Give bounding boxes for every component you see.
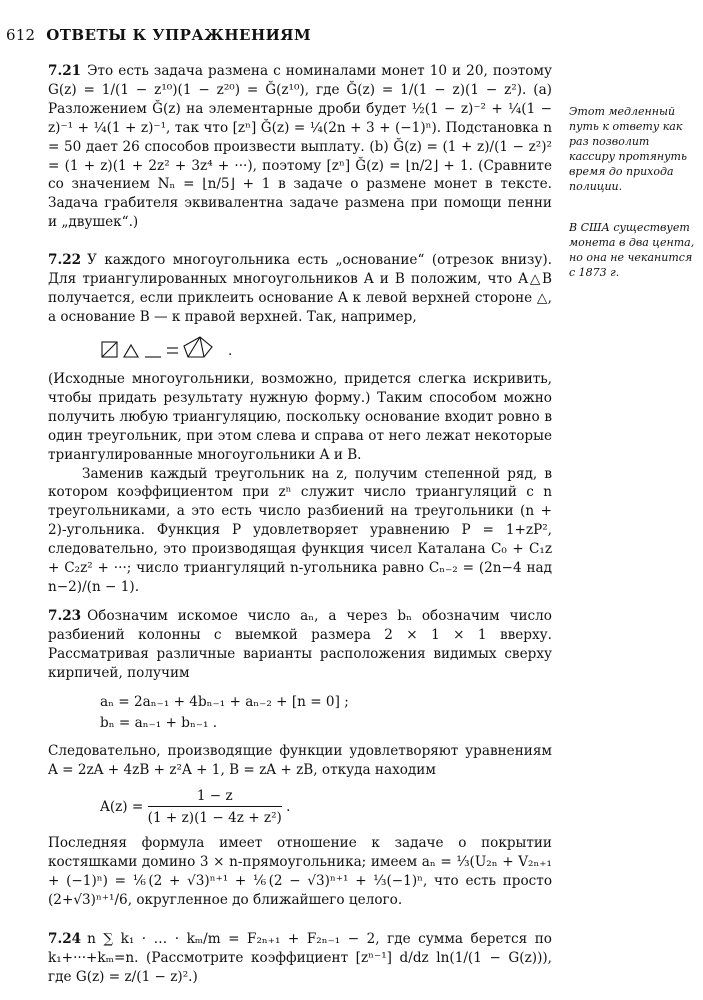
- exercise-7-23: [48, 607, 552, 683]
- triangle-polygon: [124, 345, 138, 357]
- triangulation-diagram: [100, 333, 250, 371]
- recurrence-a: aₙ = 2aₙ₋₁ + 4bₙ₋₁ + aₙ₋₂ + [n = 0] ;: [100, 694, 349, 710]
- exercise-7-23-tail: [48, 834, 552, 910]
- generating-function: [100, 788, 291, 826]
- exercise-text: Обозначим искомое число aₙ, а через bₙ обозначим число разбиений колонны с выемкой размера 2 × 1 × 1 вверху. Рассматривая различные варианты расположения видимых сверху кирпичей, получим: [48, 608, 552, 681]
- paragraph: Следовательно, производящие функции удовлетворяют уравнениям A = 2zA + 4zB + z²A + 1, B = zA + zB, откуда находим: [48, 743, 552, 778]
- fraction-denominator: (1 + z)(1 − 4z + z²): [147, 810, 282, 826]
- exercise-7-22: [48, 251, 552, 327]
- page-number: 612: [6, 26, 36, 44]
- exercise-text: n ∑ k₁ · … · kₘ/m = F₂ₙ₊₁ + F₂ₙ₋₁ − 2, где сумма берется по k₁+···+kₘ=n. (Рассмотрите коэффициент [zⁿ⁻¹] d/dz ln(1/(1 − G(z))), где G(z) = z/(1 − z)².): [48, 931, 552, 985]
- frac-lhs: A(z) =: [100, 799, 144, 815]
- exercise-text: Это есть задача размена с номиналами монет 10 и 20, поэтому G(z) = 1/(1 − z¹⁰)(1 − z²⁰) = Ğ(z¹⁰), где Ğ(z) = 1/(1 − z)(1 − z²). (a) Разложением Ğ(z) на элементарные дроби будет ½(1 − z)⁻² + ¼(1 − z)⁻¹ + ¼(1 + z)⁻¹, так что [zⁿ] Ğ(z) = ¼(2n + 3 + (−1)ⁿ). Подстановка n = 50 дает 26 способов произвести выплату. (b) Ğ(z) = (1 + z)/(1 − z²)² = (1 + z)(1 + 2z² + 3z⁴ + ···), поэтому [zⁿ] Ğ(z) = ⌊n/2⌋ + 1. (Сравните со значением Nₙ = ⌊n/5⌋ + 1 в задаче о размене монет в тексте. Задача грабителя эквивалентна задаче размена при помощи пенни и „двушек“.): [48, 63, 552, 231]
- frac-tail: .: [286, 799, 291, 815]
- exercise-7-24: [48, 930, 552, 987]
- recurrence-b: bₙ = aₙ₋₁ + bₙ₋₁ .: [100, 715, 218, 731]
- paragraph: (Исходные многоугольники, возможно, придется слегка искривить, чтобы придать результату нужную форму.) Таким способом можно получить любую триангуляцию, поскольку основание входит ровно в один треугольник, при этом слева и справа от него лежат некоторые триангулированные многоугольники A и B.: [48, 371, 552, 463]
- square-diagonal: [102, 342, 117, 357]
- fraction-numerator: 1 − z: [148, 788, 282, 807]
- exercise-number: 7.21: [48, 63, 82, 79]
- exercise-number: 7.23: [48, 608, 82, 624]
- fraction: [148, 788, 282, 826]
- exercise-7-23-cont: [48, 742, 552, 780]
- sidenote-text: В США существует монета в два цента, но она не чеканится с 1873 г.: [569, 221, 695, 279]
- page-title: ОТВЕТЫ К УПРАЖНЕНИЯМ: [46, 26, 312, 44]
- paragraph: Заменив каждый треугольник на z, получим степенной ряд, в котором коэффициентом при zⁿ служит число триангуляций с n треугольниками, а это есть число разбиений на треугольники (n + 2)-угольника. Функция P удовлетворяет уравнению P = 1+zP², следовательно, это производящая функция чисел Каталана C₀ + C₁z + C₂z² + ···; число триангуляций n-угольника равно Cₙ₋₂ = (2n−4 над n−2)/(n − 1).: [48, 465, 552, 595]
- paragraph: Последняя формула имеет отношение к задаче о покрытии костяшками домино 3 × n-прямоугольника; имеем aₙ = ⅓(U₂ₙ + V₂ₙ₊₁ + (−1)ⁿ) = ⅙(2 + √3)ⁿ⁺¹ + ⅙(2 − √3)ⁿ⁺¹ + ⅓(−1)ⁿ, что есть просто (2+√3)ⁿ⁺¹/6, округленное до ближайшего целого.: [48, 835, 552, 908]
- sidenote-two-cent: [569, 220, 697, 280]
- sidenote-cashier: [569, 104, 697, 194]
- running-header: [6, 26, 311, 44]
- exercise-7-21: [48, 62, 552, 232]
- exercise-number: 7.22: [48, 252, 82, 268]
- diagram-period: .: [228, 343, 233, 359]
- exercise-number: 7.24: [48, 931, 82, 947]
- exercise-7-22-cont: [48, 370, 552, 597]
- exercise-text: У каждого многоугольника есть „основание“ (отрезок внизу). Для триангулированных многоугольников A и B положим, что A△B получается, если приклеить основание A к левой верхней стороне △, а основание B — к правой верхней. Так, например,: [48, 252, 552, 325]
- sidenote-text: Этот медленный путь к ответу как раз позволит кассиру протянуть время до прихода полиции.: [569, 105, 687, 193]
